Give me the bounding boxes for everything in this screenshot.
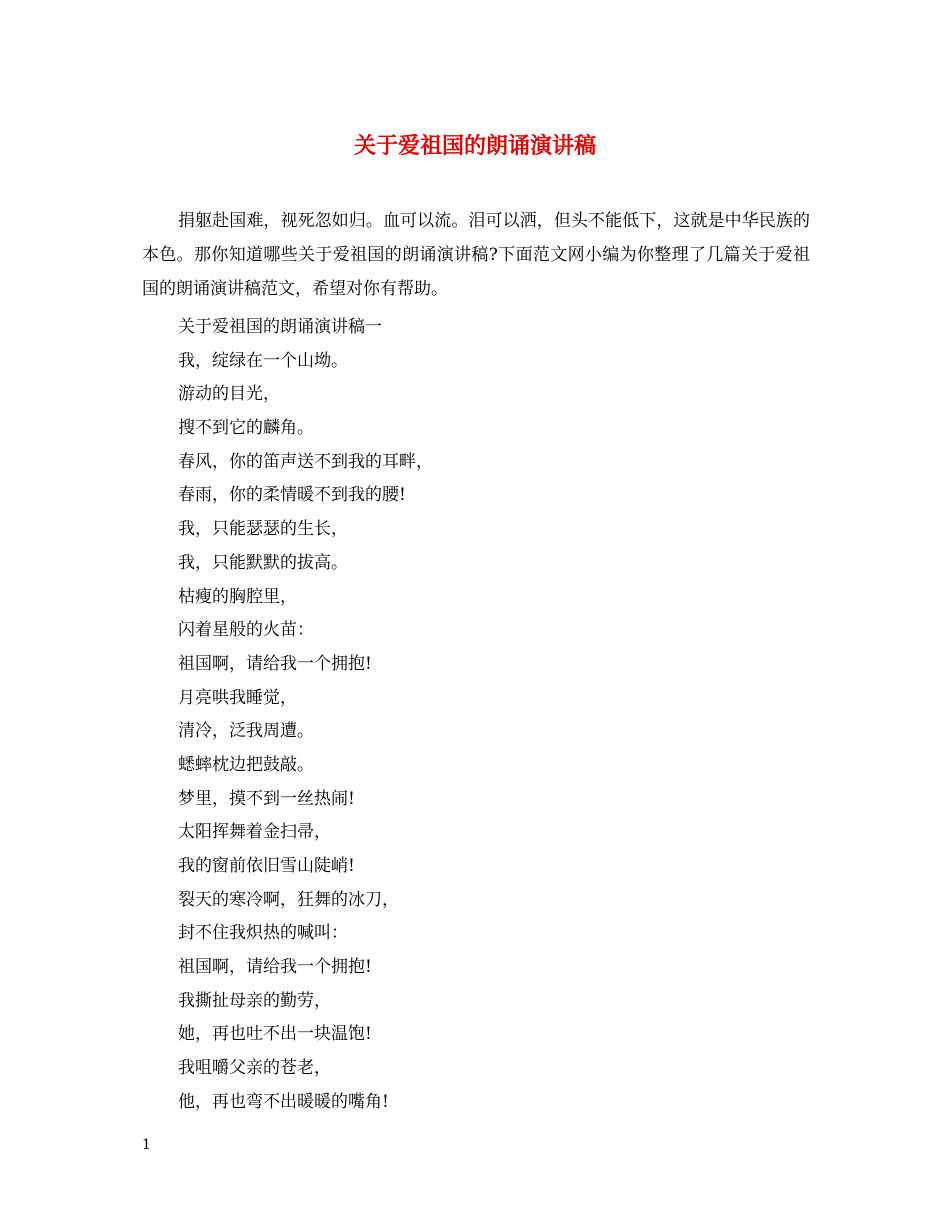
poem-line: 祖国啊，请给我一个拥抱! [178,653,372,674]
poem-line: 梦里，摸不到一丝热闹! [178,788,355,809]
poem-line: 春雨，你的柔情暖不到我的腰! [178,485,406,506]
document-title: 关于爱祖国的朗诵演讲稿 [353,133,596,159]
poem-line: 枯瘦的胸腔里， [178,586,297,607]
poem-line: 祖国啊，请给我一个拥抱! [178,957,372,978]
poem-line: 我咀嚼父亲的苍老， [178,1058,331,1079]
poem-line: 我的窗前依旧雪山陡峭! [178,856,355,876]
poem-line: 他，再也弯不出暖暖的嘴角! [178,1091,389,1112]
poem-line: 游动的目光， [178,384,280,405]
poem-line: 我，绽绿在一个山坳。 [178,350,348,371]
poem-line: 太阳挥舞着金扫帚， [178,822,331,843]
page-number: 1 [142,1137,151,1153]
poem-line: 清冷，泛我周遭。 [178,721,314,742]
poem-line: 封不住我炽热的喊叫： [178,923,348,944]
poem-line: 蟋蟀枕边把鼓敲。 [178,754,314,775]
intro-paragraph: 捐躯赴国难，视死忽如归。血可以流。泪可以洒，但头不能低下，这就是中华民族的本色。那你知道哪些关于爱祖国的朗诵演讲稿?下面范文网小编为你整理了几篇关于爱祖国的朗诵演讲稿范文，希望对你有帮助。 [142,211,810,299]
poem-line: 我，只能瑟瑟的生长， [178,519,348,540]
poem-line: 搜不到它的麟角。 [178,418,314,439]
poem-line: 我撕扯母亲的勤劳， [178,990,331,1011]
poem-line: 关于爱祖国的朗诵演讲稿一 [178,317,382,337]
poem-line: 裂天的寒冷啊，狂舞的冰刀， [178,889,399,910]
poem-line: 闪着星般的火苗： [178,620,314,641]
poem-line: 她，再也吐不出一块温饱! [178,1024,372,1045]
poem-line: 春风，你的笛声送不到我的耳畔， [178,451,433,472]
poem-lines [178,311,798,1120]
poem-line: 月亮哄我睡觉， [178,687,297,708]
poem-line: 我，只能默默的拔高。 [178,552,348,573]
